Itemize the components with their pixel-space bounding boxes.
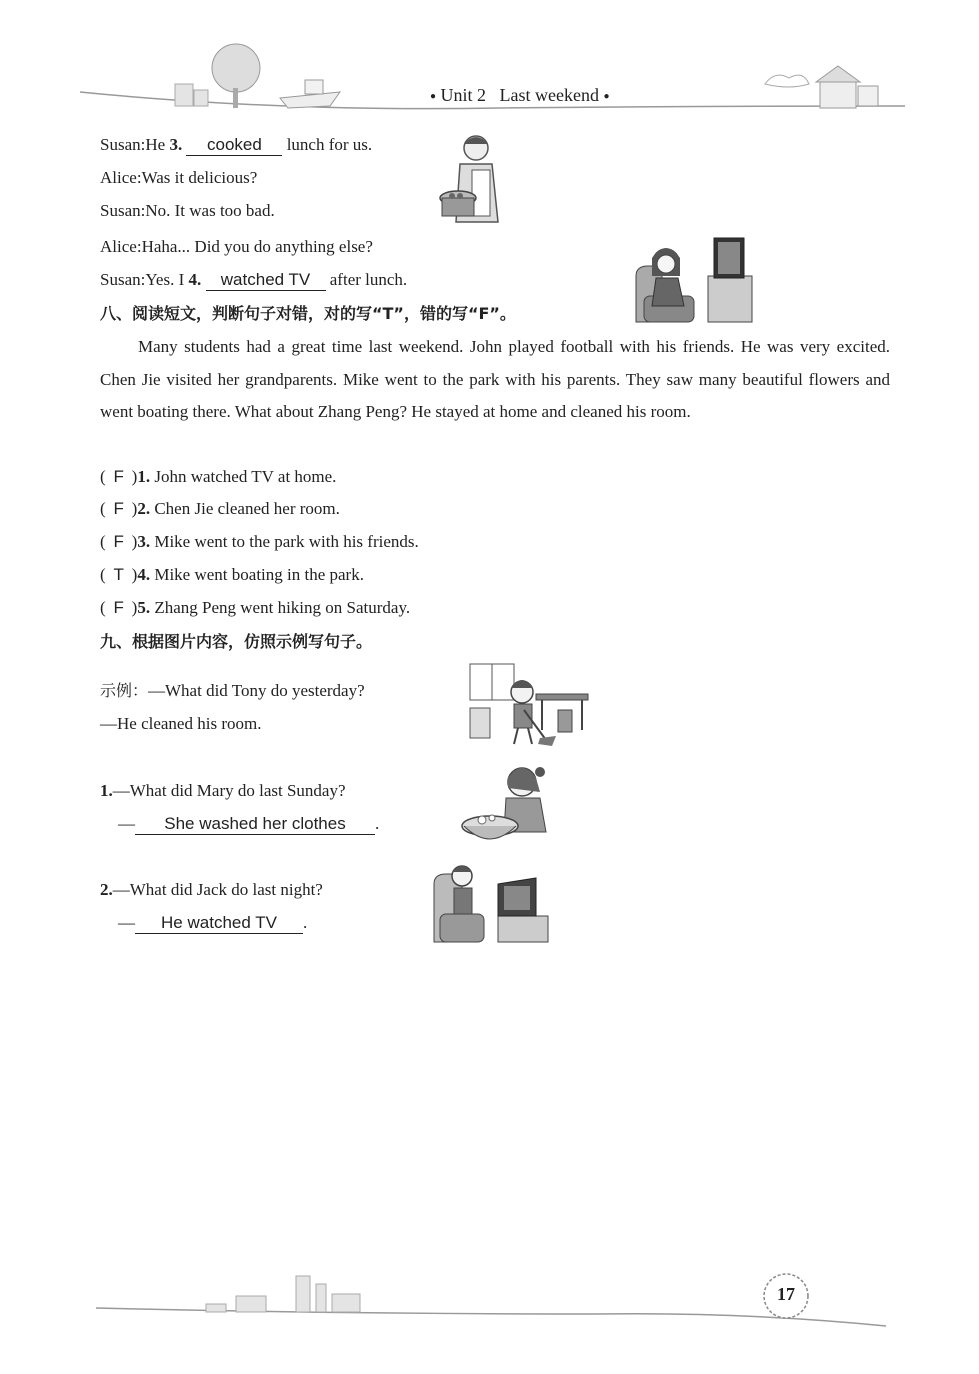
answer-blank-4[interactable]: watched TV [206,270,326,291]
header-decoration [80,40,910,120]
question-2: 2.—What did Jack do last night? [100,880,323,899]
tf-answer-3[interactable]: F [113,532,124,551]
example-question: 示例：—What did Tony do yesterday? [100,681,365,700]
dialogue-line-2: Alice:Was it delicious? [100,168,258,187]
tf-answer-2[interactable]: F [113,499,124,518]
answer-blank-q1[interactable]: She washed her clothes [135,814,375,835]
answer-blank-q2[interactable]: He watched TV [135,913,303,934]
reading-passage: Many students had a great time last weekend. John played football with his friends. He was very excited. Chen Jie visited her grandparents. Mike went to the park with his parents. They saw many beautiful flowers and went boating there. What about Zhang Peng? He stayed at home and cleaned his room. [100,337,890,421]
tf-item-3: ( F )3. Mike went to the park with his friends. [100,532,419,551]
boy-watching-tv-illustration [432,864,550,946]
tf-item-1: ( F )1. John watched TV at home. [100,467,337,486]
tf-answer-1[interactable]: F [113,467,124,486]
tf-item-4: ( T )4. Mike went boating in the park. [100,565,364,584]
dialogue-line-1: Susan:He 3. cooked lunch for us. [100,135,373,154]
boy-sweeping-illustration [466,660,590,748]
answer-blank-3[interactable]: cooked [186,135,282,156]
cooking-man-illustration [438,132,514,224]
answer-2-line: — He watched TV . [118,913,308,932]
dialogue-line-3: Susan:No. It was too bad. [100,201,275,220]
tf-answer-5[interactable]: F [113,598,124,617]
girl-washing-clothes-illustration [460,762,550,850]
answer-1-line: — She washed her clothes . [118,814,380,833]
page-number: 17 [777,1284,795,1304]
tf-item-5: ( F )5. Zhang Peng went hiking on Saturday. [100,598,411,617]
tf-item-2: ( F )2. Chen Jie cleaned her room. [100,499,340,518]
section-9-heading: 九、根据图片内容，仿照示例写句子。 [100,632,373,651]
tf-answer-4[interactable]: T [113,565,124,584]
question-1: 1.—What did Mary do last Sunday? [100,781,346,800]
section-8-heading: 八、阅读短文，判断句子对错，对的写“T”，错的写“F”。 [100,304,516,323]
page-header-title: ● Unit 2 Last weekend ● [430,85,610,105]
dialogue-line-4: Alice:Haha... Did you do anything else? [100,237,373,256]
girl-watching-tv-illustration [632,236,754,324]
dialogue-line-5: Susan:Yes. I 4. watched TV after lunch. [100,270,408,289]
example-answer: —He cleaned his room. [100,714,262,733]
